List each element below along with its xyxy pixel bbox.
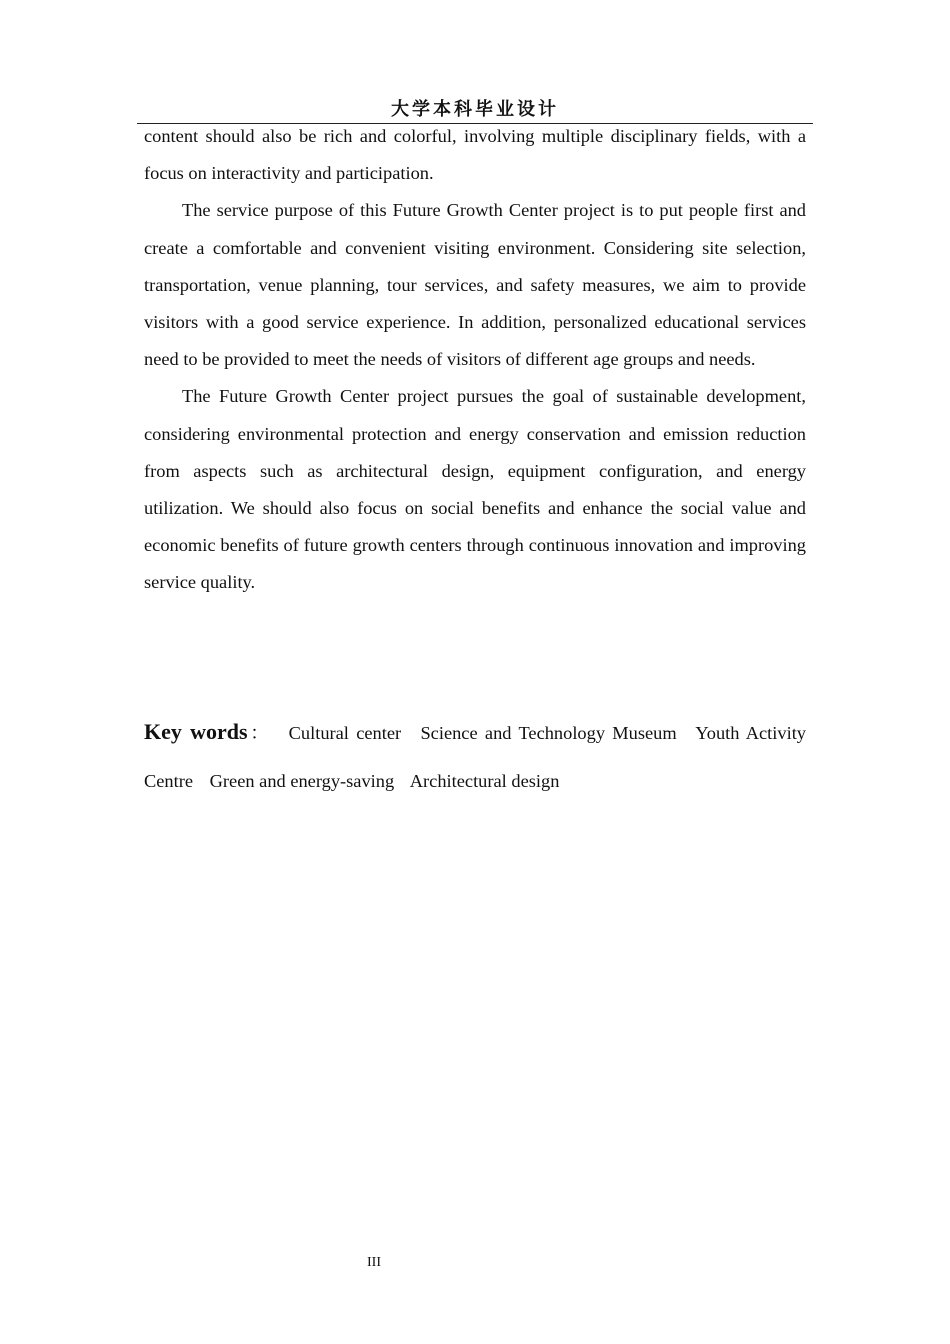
keywords-section <box>144 708 806 805</box>
keyword-item: Architectural design <box>409 771 560 791</box>
keyword-item: Youth Activity Centre <box>144 723 807 791</box>
body-paragraph: The service purpose of this Future Growth Center project is to put people first and create a comfortable and convenient visiting environment. Considering site selection, transportation, venue planning, tour services, and safety measures, we aim to provide visitors with a good service experience. In addition, personalized educational services need to be provided to meet the needs of visitors of different age groups and needs. <box>144 200 806 370</box>
keywords-label: Key words <box>144 719 248 744</box>
keyword-item: Green and energy-saving <box>209 771 395 791</box>
body-text <box>144 118 806 602</box>
body-paragraph: The Future Growth Center project pursues the goal of sustainable development, considering environmental protection and energy conservation and emission reduction from aspects such as architectural design, equipment configuration, and energy utilization. We should also focus on social benefits and enhance the social value and economic benefits of future growth centers through continuous innovation and improving service quality. <box>144 386 806 593</box>
body-paragraph: content should also be rich and colorful, involving multiple disciplinary fields, with a focus on interactivity and participation. <box>144 126 806 184</box>
keywords-separator: ： <box>247 723 272 743</box>
page-number: III <box>367 1255 381 1270</box>
keyword-item: Science and Technology Museum <box>420 723 677 743</box>
header-title: 大学本科毕业设计 <box>391 99 559 120</box>
keyword-item: Cultural center <box>288 723 402 743</box>
